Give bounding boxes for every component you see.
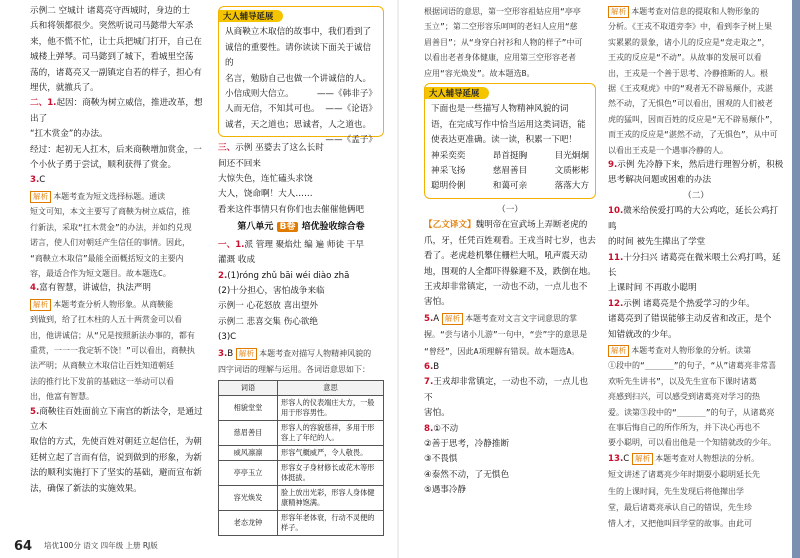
box-line: 名言，勉励自己也做一个讲诚信的人。 [225,73,372,84]
word-row [431,149,589,164]
column-4: 解析 本题考查对信息的提取和人物形象的 分析。《王戎不取道旁李》中，看到李子树上果 实累累的景象，诸小儿的反应是“竞走取之”， 王戎的反应是“不动”。从故事的发展可以看 出，王戎是一个善于思考、冷静推断的人。根 据《王戎观虎》中的“观者无不辟易颠仆，戎湛 然不动，了无惧色”可以看出，围观的人们被老 虎的猛叫，因而百姓的反应是“无不辟易颠仆”， 而王戎的反应是“湛然不动，了无惧色”，从中可 以看出王戎是一个遇事冷静的人。 9.示例 先冷静下来，然后进行理智分析，积极 思考解决问题或困难的办法 （二） 10.微米给侯爱打鸣的大公鸡吃，延长公鸡打鸣 的时间 被先生撵出了学堂 11.十分扫兴 诸葛亮在微米喂土公鸡打鸣，延长 上课时间 不再敢小聪明 12.示例 诸葛亮是个热爱学习的少年。 诸葛亮到了错误能够主动反省和改正，是个 知错就改的少年。 解析 本题考查对人物形象的分析。读第 ①段中的“______”的句子，“从”诸葛亮非常喜 欢听先生讲书”，以及先生宣布下课时诸葛 亮感到扫兴，可以感受到诸葛亮对学习的热 爱。读第③段中的“______”的句子，从诸葛亮 在事后悔自己的所作所为，并下决心再也不 要小聪明，可以看出他是一个知错就改的少年。 13.C 解析 本题考查对人物想法的分析。 短文讲述了诸葛亮少年时期耍小聪明延长先 生的上课时间，先生发现后将他撵出学 堂，最后诸葛亮承认自己的错误，先生珍 惜人才，又把他叫回学堂的故事。由此可 [608,7,784,529]
word-row [431,179,589,194]
table-row [219,461,384,486]
page-number: 64 [14,539,33,554]
answer: 富有智慧，讲诚信，执法严明 [39,283,151,294]
answer-line: 大惊失色，连忙磕头求饶 [218,174,313,185]
table-cell: 形容女子身材修长或花木等形体挺拔。 [278,461,384,486]
table-cell: 形容气概威严，令人敬畏。 [278,446,384,461]
analysis-tag: 解析 [608,6,629,18]
analysis-tag: 解析 [236,348,257,360]
box-line: 下面也是一些描写人物精神风貌的词 [431,104,569,115]
tutor-box [218,6,384,146]
unit-title: 第八单元 B卷 培优验收综合卷 [237,222,365,233]
word: 昂首挺胸 [492,150,528,161]
explanation-line: 本题考查对文言文字词意思的掌 [465,313,578,323]
explanation-line: 实累累的景象，诸小儿的反应是“竞走取之”， [608,37,770,47]
explanation-line: 握。“尝与诸小儿游”一句中，“尝”字的意思是 [424,330,588,340]
explanation-line: 分析。《王戎不取道旁李》中，看到李子树上果 [608,22,772,32]
explanation-line: 眉善目”；从“身穿白衬衫和人物的样子”中可 [424,37,583,47]
analysis-tag: 解析 [608,345,629,357]
table-cell: 威风凛凛 [219,446,278,461]
table-row [219,446,384,461]
explanation-line: 堂，最后诸葛亮承认自己的错误，先生珍 [608,503,752,512]
explanation-line: 爱。读第③段中的“______”的句子，从诸葛亮 [608,407,775,417]
explanation-line: 以看出王戎是一个遇事冷静的人。 [608,145,728,155]
column-1: 示例二 空城计 诸葛亮守西城时，身边的士 兵和将领都很少。突然听说司马懿带大军杀 来，他不慌不忙，让士兵把城门打开，自己在 城楼上弹琴。司马懿到了城下，看城里空荡 荡的，诸葛亮又一副镇定自若的样子，担心有 埋伏，就撤兵了。 二、1.起因：商鞅为树立威信，推进改革，想出了 “扛木赏金”的办法。 经过：起初无人扛木，后来商鞅增加赏金，一 个小伙子勇于尝试，顺利获得了赏金。 3.C 解析 本题考查为短文选择标题。通读 短文可知，本文主要写了商鞅为树立威信，推 行新法，采取“扛木赏金”的办法，并如约兑现 诺言，使人们对朝廷产生信任的事情。因此， “商鞅立木取信”最能全面概括短文的主要内 容，最适合作为短文题目。故本题选C。 4.富有智慧，讲诚信，执法严明 解析 本题考查分析人物形象。从商鞅能 到做到，给了扛木柱的人五十两赏金可以看 出，他讲诚信；从“兄是按照新法办事的，都有 重赏，一一一我定斩不饶！”可以看出，商鞅执 法严明；从商鞅立木取信让百姓知道朝廷 法的推行比下发前的基础这一举动可以看 出，他富有智慧。 5.商鞅往百姓面前立下南宫的新法令，是通过立木 取信的方式，先使百姓对朝廷立起信任，为朝 廷树立起了言而有信，说到做到的形象，为新 法的顺利实施打下了坚实的基础，避而宣布新 法，确保了新法的实施效果。 [30,4,206,497]
explanation-line: 欢听先生讲书”，以及先生宣布下课时诸葛 [608,376,757,386]
word: 聪明伶俐 [431,181,466,192]
table-cell: 容光焕发 [219,486,278,511]
box-line: 从商鞅立木取信的故事中，我们看到了 [225,27,372,38]
page-fold [397,0,399,558]
word: 文质彬彬 [554,166,589,177]
answer-line: 巫婆去了这么长时间还不回来 [218,143,324,169]
text-line: 来，他不慌不忙，让士兵把城门打开，自己在 [30,36,202,47]
answer-line: 上课时间 不再敢小聪明 [608,283,697,294]
explanation-line: 虎的猛叫，因而百姓的反应是“无不辟易颠仆”， [608,114,778,124]
explanation-line: 行新法，采取“扛木赏金”的办法，并如约兑现 [30,222,192,232]
translation-line: 害怕。 [424,297,450,308]
analysis-tag: 解析 [632,453,653,465]
answer-line: 示例一 心花怒放 喜出望外 [218,301,318,312]
explanation-line: 四字词语的理解与运用。各词语意思如下： [218,364,370,374]
answer-line: ③不畏惧 [424,454,458,465]
answer-line: ⑤遇事冷静 [424,485,467,496]
answer-line: 灌溉 收成 [218,255,256,266]
section-heading: （二） [683,190,709,201]
answer-line: 微米给侯爱打鸣的大公鸡吃，延长公鸡打鸣 [608,206,778,232]
translation-line: 地，围观的人全都吓得躲避不及，跌倒在地。 [424,266,596,277]
quote: 诚者，天之道也；思诚者，人之道也。 ——《孟子》 [225,119,377,146]
table-row [219,486,384,511]
answer-line: ①不动 [433,423,459,434]
box-line: 诚信的重要性。请你读读下面关于诚信的 [225,42,372,69]
answer-line: 廷树立起了言而有信，说到做到的形象，为新 [30,452,202,463]
table-header: 意思 [278,381,384,396]
text-line: 示例二 空城计 诸葛亮守西城时，身边的士 [30,6,191,16]
answer-line: (2)十分担心，害怕战争来临 [218,285,325,296]
explanation-line: 王戎的反应是“不动”。从故事的发展可以看 [608,53,762,63]
explanation-line: 惜人才，又把他叫回学堂的故事。由此可 [608,519,752,529]
box-line: 使表达更准确。读一读，积累一下吧！ [431,135,578,146]
explanation-line: 本题考查为短文选择标题。通读 [53,191,166,201]
explanation-line: 本题考查对人物想法的分析。 [655,453,760,463]
answer-line: 示例 先冷静下来，然后进行理智分析，积极 [617,160,784,171]
answer-line: 起因：商鞅为树立威信，推进改革，想出了 [30,98,203,124]
answer-line: 示例 诸葛亮是个热爱学习的少年。 [623,298,755,309]
answer-line: 取信的方式，先使百姓对朝廷立起信任，为朝 [30,437,202,448]
explanation-line: 本题考查分析人物形象。从商鞅能 [53,299,174,309]
word-row [431,164,589,179]
explanation-line: 容，最适合作为短文题目。故本题选C。 [30,268,171,278]
answer-line: 示例二 悲喜交集 伤心欲绝 [218,316,318,327]
text-line: 埋伏，就撤兵了。 [30,83,99,94]
answer-line: “扛木赏金”的办法。 [30,129,108,140]
explanation-line: 法严明；从商鞅立木取信让百姓知道朝廷 [30,361,174,371]
explanation-line: 在事后悔自己的所作所为，并下决心再也不 [608,422,760,432]
word: 和蔼可亲 [492,181,528,192]
answer-line: 经过：起初无人扛木，后来商鞅增加赏金，一 [30,144,202,155]
explanation-line: 诺言，使人们对朝廷产生信任的事情。因此， [30,238,190,248]
answer-line: 个小伙子勇于尝试，顺利获得了赏金。 [30,160,177,171]
word: 神采飞扬 [431,166,466,177]
explanation-line: 出，他富有智慧。 [30,392,94,402]
table-header: 词语 [219,381,278,396]
answer-line: (1)róng zhǔ bāi wéi diào zhā [227,270,350,281]
word: 慈眉善目 [492,166,528,177]
table-row [219,511,384,536]
answer-line: 思考解决问题或困难的办法 [608,175,712,186]
answer-line: 害怕。 [424,408,450,419]
explanation-line: 到做到，给了扛木柱的人五十两赏金可以看 [30,315,182,325]
answer-line: 知错就改的少年。 [608,329,677,340]
table-cell: 脸上放出光彩，形容人身体健康精神饱满。 [278,486,384,511]
answer-line: 法的顺利实施打下了坚实的基础，避而宣布新 [30,468,202,479]
translation-line: 看了。老虎趁机攀住栅栏大吼，吼声震天动 [424,251,588,262]
table-cell: 形容人的容貌慈祥，多用于形容上了年纪的人。 [278,421,384,446]
word: 神采奕奕 [431,150,466,161]
explanation-line: 而王戎的反应是“湛然不动，了无惧色”，从中可 [608,130,778,140]
explanation-line: 亮感到扫兴，可以感受到诸葛亮对学习的热 [608,392,760,402]
word: 落落大方 [554,181,589,192]
column-2: 大人辅导延展 从商鞅立木取信的故事中，我们看到了 诚信的重要性。请你读读下面关于诚信的 名言，勉励自己也做一个讲诚信的人。 小信成则大信立。 ——《韩非子》 人而无信，不知其可也。 ——《论语》 诚者，天之道也；思诚者，人之道也。 ——《孟子》 三、示例 巫婆去了这么长时间还不回来 大惊失色，连忙磕头求饶 大人，饶命啊！大人…… 看来这件事情只有你们也去催催他俩吧 第八单元 B卷 培优验收综合卷 一、1.派 管理 聚焰灶 编 遍 师徒 干早 灌溉 收成 2.(1)róng zhǔ bāi wéi diào zhā (2)十分担心，害怕战争来临 示例一 心花怒放 喜出望外 示例二 悲喜交集 伤心欲绝 (3)C 3.B 解析 本题考查对描写人物精神风貌的 四字词语的理解与运用。各词语意思如下： 词语 意思 相貌堂堂 形容人的仪表端庄大方，一般用于形容男性。 慈眉善目 形容人的容貌慈祥，多用于形容上了年纪的人。 威风凛凛 形容气概威严，令人敬畏。 亭亭玉立 形容女子身材修长或花木等形体挺拔。 容光焕发 脸上放出光彩，形容人身体健康精神饱满。 老态龙钟 形容年老体衰，行动不灵便的样子。 [218,4,384,536]
answer-line: ④泰然不动，了无惧色 [424,469,510,480]
answer-line: 大人，饶命啊！大人…… [218,189,313,200]
table-row [219,421,384,446]
answer-line: ②善于思考，冷静推断 [424,438,510,449]
explanation-line: 重赏，一一一我定斩不饶！”可以看出，商鞅执 [30,345,195,355]
translation-line: 爪，牙，任凭百姓观看。王戎当时七岁，也去 [424,235,596,246]
quote: 人而无信，不知其可也。 ——《论语》 [225,104,377,115]
table-row [219,396,384,421]
answer-line: 商鞅往百姓面前立下南宫的新法令，是通过立木 [30,406,203,432]
answer-line: 派 管理 聚焰灶 编 遍 师徒 干早 [244,239,364,250]
explanation-line: 本题考查对信息的提取和人物形象的 [631,7,760,16]
box-title: 大人辅导延展 [425,87,489,99]
table-cell: 老态龙钟 [219,511,278,536]
text-line: 荡的，诸葛亮又一副镇定自若的样子，担心有 [30,67,202,78]
explanation-line: 然不动，了无惧色”可以看出，围观的人们被老 [608,99,773,109]
table-cell: 慈眉善目 [219,421,278,446]
translation-tag: 【乙文译文】 [424,220,476,231]
table-cell: 亭亭玉立 [219,461,278,486]
translation-line: 魏明帝在宣武场上弄断老虎的 [475,220,588,231]
explanation-line: 应用“容光焕发”。故本题选B。 [424,68,535,78]
text-line: 城楼上弹琴。司马懿到了城下，看城里空荡 [30,52,194,63]
answer-line: 法，确保了新法的实施效果。 [30,483,142,494]
analysis-tag: 解析 [442,313,463,325]
explanation-line: 出，他讲诚信；从“兄是按照新法办事的，都有 [30,330,195,340]
answer-line: 十分扫兴 诸葛亮在微米喂土公鸡打鸣，延长 [608,252,781,278]
explanation-line: 本题考查对人物形象的分析。读第 [631,345,752,355]
word-table [218,380,384,536]
answer-line: 王戎却非常镇定，一动也不动，一点儿也不 [424,377,588,403]
quote: 小信成则大信立。 ——《韩非子》 [225,89,377,100]
box-title: 大人辅导延展 [219,10,283,22]
explanation-line: 本题考查对描写人物精神风貌的 [259,348,372,358]
explanation-line: 短文可知，本文主要写了商鞅为树立威信，推 [30,207,190,217]
tutor-box [424,83,596,199]
translation-line: 王戎却非常镇定，一动也不动，一点儿也不 [424,281,588,292]
table-cell: 形容年老体衰，行动不灵便的样子。 [278,511,384,536]
explanation-line: 法的推行比下发前的基础这一举动可以看 [30,376,174,386]
explanation-line: 据《王戎观虎》中的“观者无不辟易颠仆，戎湛 [608,84,773,94]
answer: C [39,175,46,186]
explanation-line: “曾经”，因此A项理解有错误。故本题选A。 [424,346,580,356]
explanation-line: 生的上课时间，先生发现后将他撵出学 [608,486,744,496]
column-3: 根据词语的意思，第一空形容祖姑应用“亭亭 玉立”；第二空形容乐呵呵的老妇人应用“慈 眉善目”；从“身穿白衬衫和人物的样子”中可 以看出老者身体健康，应用第三空形容老者 应用“容光焕发”。故本题选B。 大人辅导延展 下面也是一些描写人物精神风貌的词 语，在完成写作中恰当运用这类词语，能 使表达更准确。读一读，积累一下吧！ 神采奕奕 昂首挺胸 目光炯炯 神采飞扬 慈眉善目 文质彬彬 聪明伶俐 和蔼可亲 落落大方 （一） 【乙文译文】魏明帝在宣武场上弄断老虎的 爪，牙，任凭百姓观看。王戎当时七岁，也去 看了。老虎趁机攀住栅栏大吼，吼声震天动 地，围观的人全都吓得躲避不及，跌倒在地。 王戎却非常镇定，一动也不动，一点儿也不 害怕。 5.A 解析 本题考查对文言文字词意思的掌 握。“尝与诸小儿游”一句中，“尝”字的意思是 “曾经”，因此A项理解有错误。故本题选A。 6.B 7.王戎却非常镇定，一动也不动，一点儿也不 害怕。 8.①不动 ②善于思考，冷静推断 ③不畏惧 ④泰然不动，了无惧色 ⑤遇事冷静 [424,4,596,499]
explanation-line: 玉立”；第二空形容乐呵呵的老妇人应用“慈 [424,22,578,32]
explanation-line: “商鞅立木取信”最能全面概括短文的主要内 [30,253,184,263]
table-cell: 相貌堂堂 [219,396,278,421]
answer-line: 诸葛亮到了错误能够主动反省和改正，是个 [608,314,772,325]
answer-line: 看来这件事情只有你们也去催催他俩吧 [218,204,365,215]
analysis-tag: 解析 [30,299,51,311]
text-line: 兵和将领都很少。突然听说司马懿带大军杀 [30,21,194,32]
section-heading: （一） [497,204,523,215]
answer-line: 的时间 被先生撵出了学堂 [608,237,706,248]
edge-stripe [792,0,800,558]
explanation-line: 短文讲述了诸葛亮少年时期耍小聪明延长先 [608,470,760,480]
analysis-tag: 解析 [30,191,51,203]
explanation-line: 根据词语的意思，第一空形容祖姑应用“亭亭 [424,7,581,16]
box-line: 语，在完成写作中恰当运用这类词语，能 [431,119,586,130]
footer-info: 培优100分 语文 四年级 上册 RJ版 [44,541,158,550]
explanation-line: ①段中的“______”的句子，“从”诸葛亮非常喜 [608,361,777,371]
explanation-line: 以看出老者身体健康，应用第三空形容老者 [424,53,576,63]
word: 目光炯炯 [554,150,589,161]
answer-line: (3)C [218,332,237,343]
table-cell: 形容人的仪表端庄大方，一般用于形容男性。 [278,396,384,421]
explanation-line: 出，王戎是一个善于思考、冷静推断的人。根 [608,68,768,78]
explanation-line: 要小聪明，可以看出他是一个知错就改的少年。 [608,438,776,448]
